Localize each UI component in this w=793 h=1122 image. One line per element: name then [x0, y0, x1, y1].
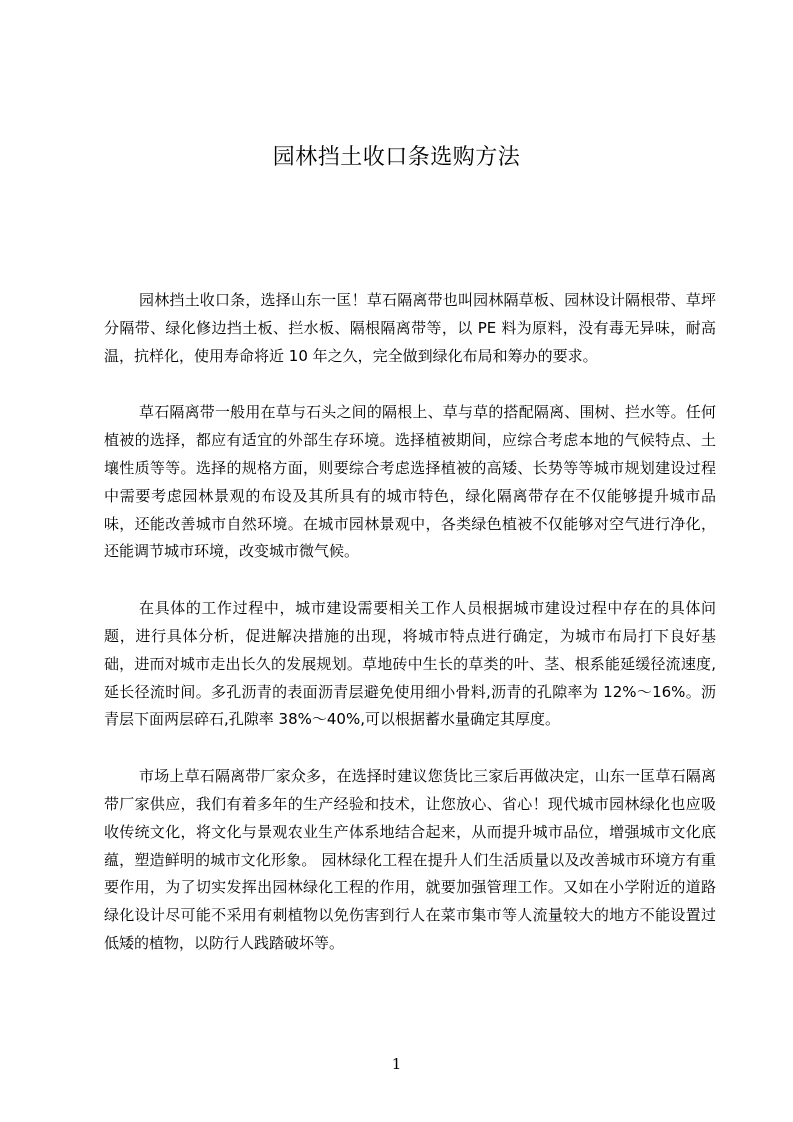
paragraph-4: 市场上草石隔离带厂家众多，在选择时建议您货比三家后再做决定，山东一匡草石隔离带厂家供应，我们有着多年的生产经验和技术，让您放心、省心！现代城市园林绿化也应吸收传统文化，将文化与景观农业生产体系地结合起来，从而提升城市品位，增强城市文化底蕴，塑造鲜明的城市文化形象。 园林绿化工程在提升人们生活质量以及改善城市环境方有重要作用，为了切实发挥出园林绿化工程的作用，就要加强管理工作。又如在小学附近的道路绿化设计尽可能不采用有刺植物以免伤害到行人在菜市集市等人流量较大的地方不能设置过低矮的植物，以防行人践踏破坏等。 [104, 767, 716, 952]
page-number: 1 [391, 1055, 402, 1073]
paragraph-3: 在具体的工作过程中，城市建设需要相关工作人员根据城市建设过程中存在的具体问题，进行具体分析，促进解决措施的出现，将城市特点进行确定，为城市布局打下良好基础，进而对城市走出长久的发展规划。草地砖中生长的草类的叶、茎、根系能延缓径流速度,延长径流时间。多孔沥青的表面沥青层避免使用细小骨料,沥青的孔隙率为 12%～16%。沥青层下面两层碎石,孔隙率 38%～40%,可以根据蓄水量确定其厚度。 [104, 599, 716, 729]
page-title: 园林挡土收口条选购方法 [272, 145, 521, 170]
paragraph-1: 园林挡土收口条，选择山东一匡！草石隔离带也叫园林隔草板、园林设计隔根带、草坪分隔带、绿化修边挡土板、拦水板、隔根隔离带等，以 PE 料为原料，没有毒无异味，耐高温，抗样化，使用寿命将近 10 年之久，完全做到绿化布局和筹办的要求。 [104, 291, 716, 365]
document-body [104, 287, 716, 987]
paragraph-2: 草石隔离带一般用在草与石头之间的隔根上、草与草的搭配隔离、围树、拦水等。任何植被的选择，都应有适宜的外部生存环境。选择植被期间，应综合考虑本地的气候特点、土壤性质等等。选择的规格方面，则要综合考虑选择植被的高矮、长势等等城市规划建设过程中需要考虑园林景观的布设及其所具有的城市特色，绿化隔离带存在不仅能够提升城市品味，还能改善城市自然环境。在城市园林景观中，各类绿色植被不仅能够对空气进行净化，还能调节城市环境，改变城市微气候。 [104, 403, 716, 561]
